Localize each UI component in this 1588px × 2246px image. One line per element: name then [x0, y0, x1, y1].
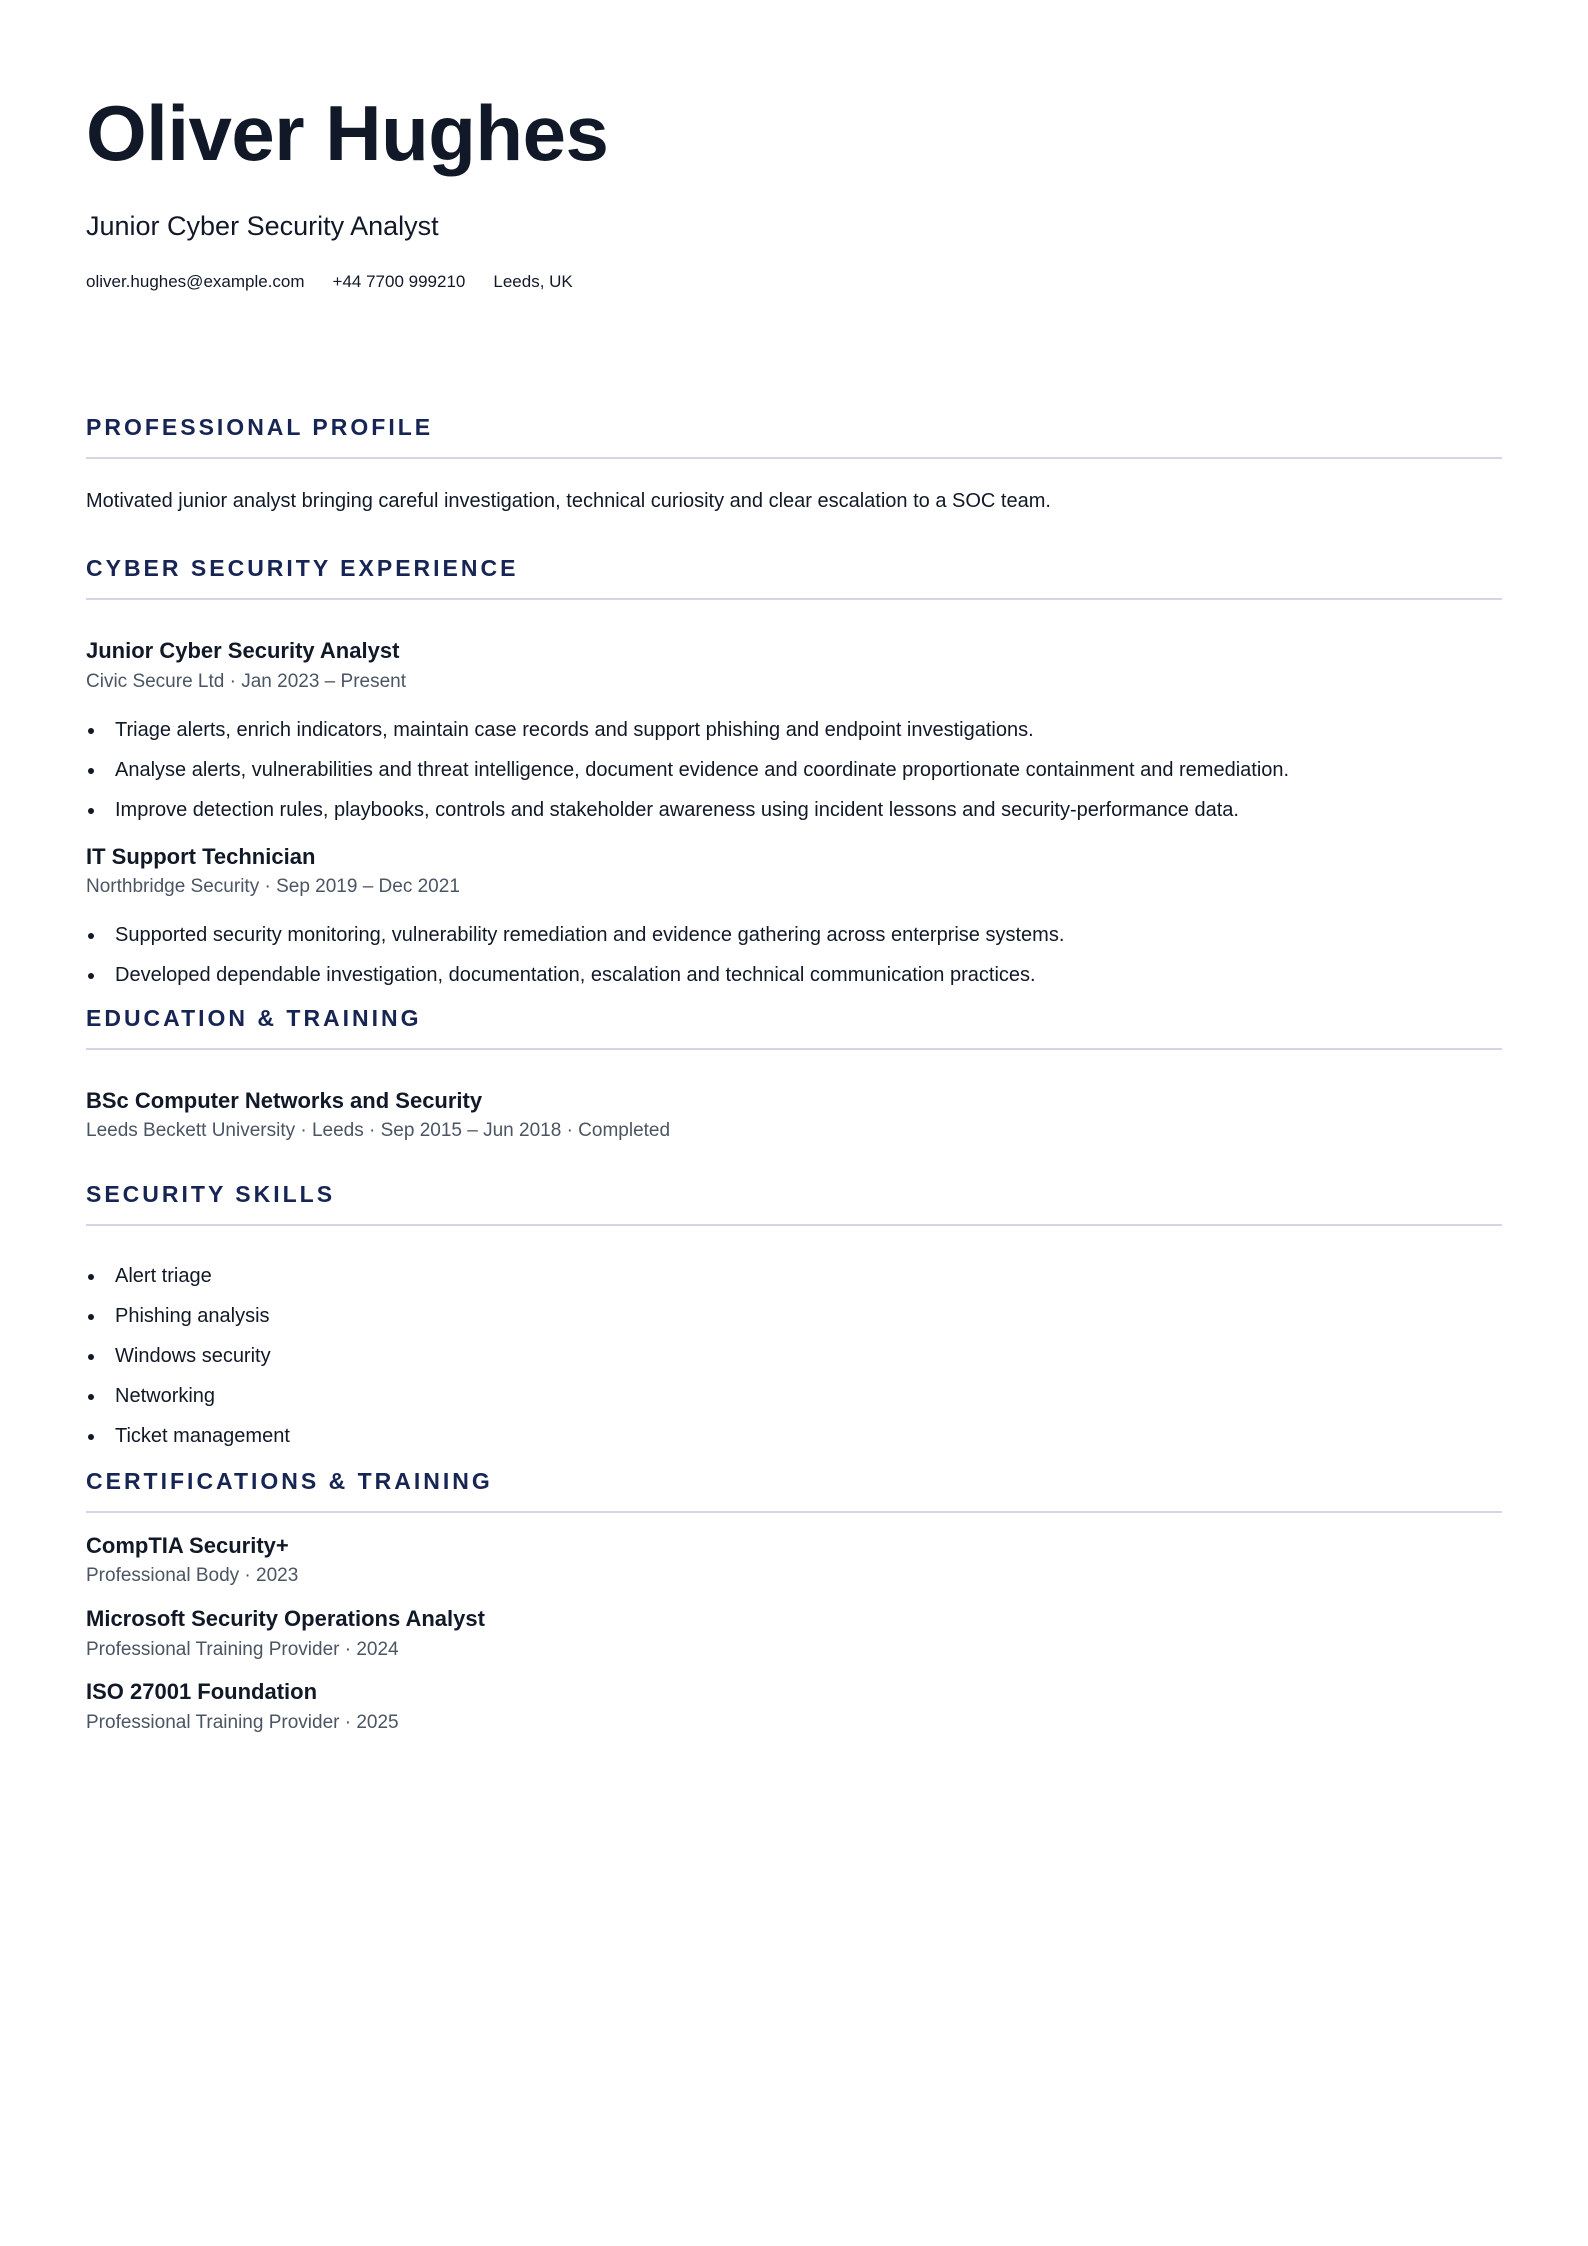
job-bullets — [86, 923, 1502, 987]
skill-item: Networking — [86, 1384, 1502, 1408]
certification-name: ISO 27001 Foundation — [86, 1679, 318, 1705]
section-divider — [86, 1048, 1502, 1050]
certification-meta: Professional Body · 2023 — [86, 1565, 299, 1587]
job-meta: Northbridge Security · Sep 2019 – Dec 2021 — [86, 875, 460, 897]
resume-header — [86, 89, 1502, 292]
contact-email[interactable]: oliver.hughes@example.com — [86, 272, 305, 292]
certification-entry — [86, 1679, 1502, 1734]
skills-list — [86, 1264, 1502, 1448]
contact-location: Leeds, UK — [493, 272, 573, 292]
job-meta: Civic Secure Ltd · Jan 2023 – Present — [86, 670, 407, 692]
job-bullets — [86, 718, 1502, 822]
job-bullet: Supported security monitoring, vulnerability remediation and evidence gathering across enterprise systems. — [86, 923, 1502, 947]
contact-phone[interactable]: +44 7700 999210 — [332, 272, 466, 292]
job-entry — [86, 844, 1502, 987]
job-role: IT Support Technician — [86, 843, 316, 869]
certifications-section — [86, 1467, 1502, 1735]
certification-name: Microsoft Security Operations Analyst — [86, 1606, 485, 1632]
section-divider — [86, 1511, 1502, 1513]
job-bullet: Developed dependable investigation, documentation, escalation and technical communication practices. — [86, 963, 1502, 987]
skill-item: Phishing analysis — [86, 1304, 1502, 1328]
section-divider — [86, 1224, 1502, 1226]
candidate-headline: Junior Cyber Security Analyst — [86, 211, 439, 241]
job-bullet: Analyse alerts, vulnerabilities and threat intelligence, document evidence and coordinate proportionate containment and remediation. — [86, 758, 1502, 782]
profile-section — [86, 416, 1502, 513]
education-entry — [86, 1088, 1502, 1143]
skill-item: Windows security — [86, 1344, 1502, 1368]
certification-meta: Professional Training Provider · 2024 — [86, 1638, 399, 1660]
certification-name: CompTIA Security+ — [86, 1532, 289, 1558]
certification-meta: Professional Training Provider · 2025 — [86, 1711, 399, 1733]
job-role: Junior Cyber Security Analyst — [86, 638, 400, 664]
profile-summary: Motivated junior analyst bringing careful investigation, technical curiosity and clear escalation to a SOC team. — [86, 490, 1051, 513]
section-title-profile: PROFESSIONAL PROFILE — [86, 414, 434, 441]
skills-section — [86, 1180, 1502, 1448]
skill-item: Alert triage — [86, 1264, 1502, 1288]
education-degree: BSc Computer Networks and Security — [86, 1087, 483, 1113]
certification-entry — [86, 1533, 1502, 1588]
section-divider — [86, 598, 1502, 600]
experience-section — [86, 557, 1502, 986]
job-bullet: Improve detection rules, playbooks, controls and stakeholder awareness using incident lessons and security-performance data. — [86, 798, 1502, 822]
certification-entry — [86, 1606, 1502, 1661]
section-title-experience: CYBER SECURITY EXPERIENCE — [86, 555, 519, 582]
contact-info — [86, 272, 1502, 292]
section-title-skills: SECURITY SKILLS — [86, 1180, 336, 1207]
education-meta: Leeds Beckett University · Leeds · Sep 2015 – Jun 2018 · Completed — [86, 1120, 671, 1142]
job-bullet: Triage alerts, enrich indicators, maintain case records and support phishing and endpoint investigations. — [86, 718, 1502, 742]
candidate-name: Oliver Hughes — [86, 89, 609, 177]
education-section — [86, 1004, 1502, 1143]
section-title-certifications: CERTIFICATIONS & TRAINING — [86, 1467, 493, 1494]
skill-item: Ticket management — [86, 1424, 1502, 1448]
job-entry — [86, 638, 1502, 821]
section-divider — [86, 457, 1502, 459]
section-title-education: EDUCATION & TRAINING — [86, 1004, 422, 1031]
